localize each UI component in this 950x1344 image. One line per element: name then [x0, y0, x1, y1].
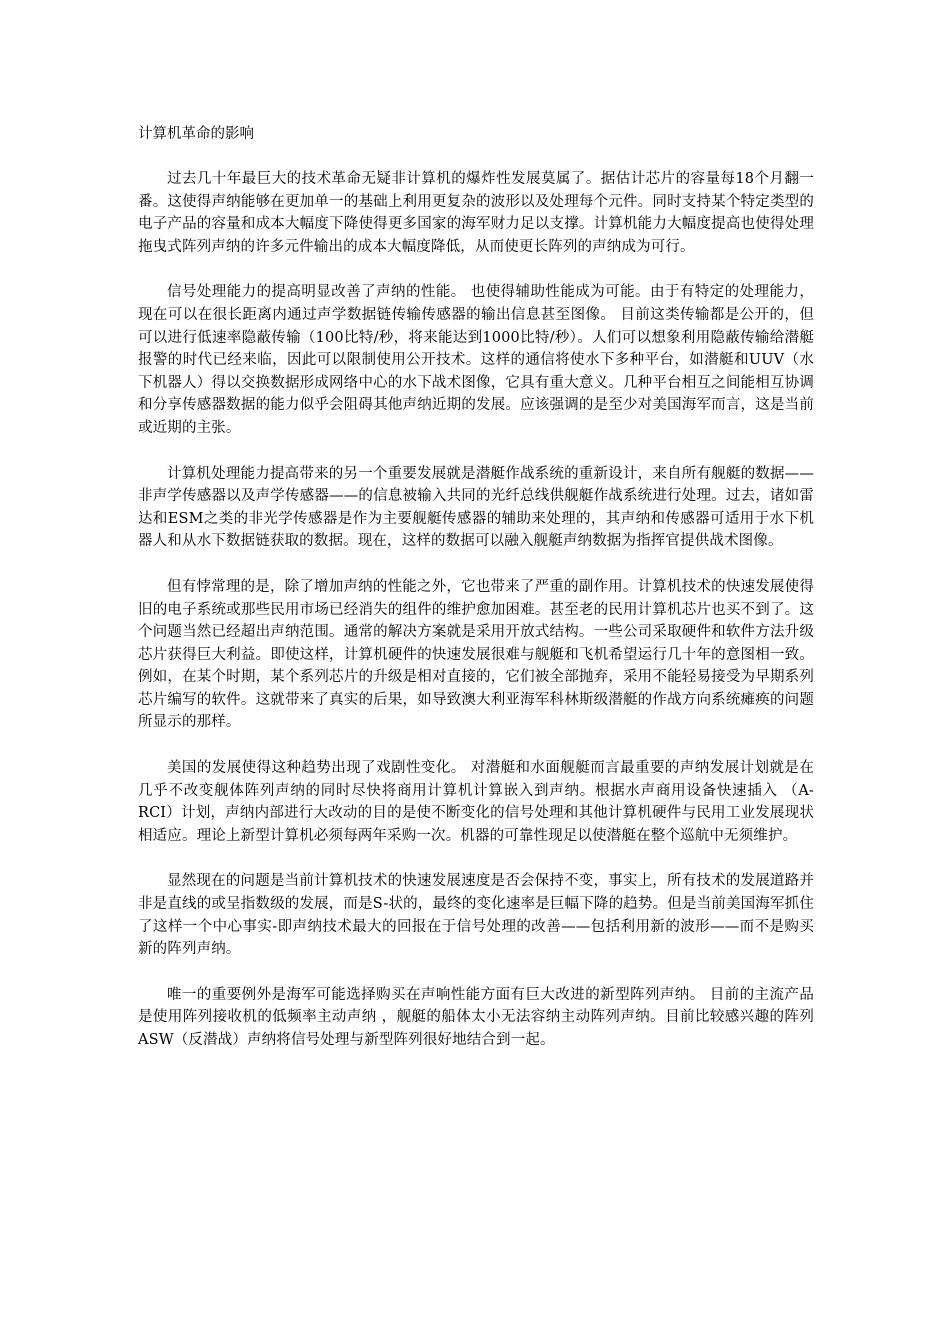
paragraph-2: 信号处理能力的提高明显改善了声纳的性能。 也使得辅助性能成为可能。由于有特定的处理能力，现在可以在很长距离内通过声学数据链传输传感器的输出信息甚至图像。 目前这类传输都是公开的，但可以进行低速率隐蔽传输（100比特/秒，将来能达到1000比特/秒）。人们可以想象利用隐蔽传输给潜艇报警的时代已经来临，因此可以限制使用公开技术。这样的通信将使水下多种平台，如潜艇和UUV（水下机器人）得以交换数据形成网络中心的水下战术图像，它具有重大意义。几种平台相互之间能相互协调和分享传感器数据的能力似乎会阻碍其他声纳近期的发展。应该强调的是至少对美国海军而言，这是当前或近期的主张。 [138, 284, 814, 436]
paragraph-7: 唯一的重要例外是海军可能选择购买在声响性能方面有巨大改进的新型阵列声纳。 目前的主流产品是使用阵列接收机的低频率主动声纳 ，舰艇的船体太小无法容纳主动阵列声纳。目前比较感兴趣的阵列ASW（反潜战）声纳将信号处理与新型阵列很好地结合到一起。 [138, 986, 814, 1048]
document-title: 计算机革命的影响 [138, 126, 254, 142]
paragraph-5: 美国的发展使得这种趋势出现了戏剧性变化。 对潜艇和水面舰艇而言最重要的声纳发展计划就是在几乎不改变舰体阵列声纳的同时尽快将商用计算机计算嵌入到声纳。根据水声商用设备快速插入 （A-RCI）计划，声纳内部进行大改动的目的是使不断变化的信号处理和其他计算机硬件与民用工业发展现状相适应。理论上新型计算机必须每两年采购一次。机器的可靠性现足以使潜艇在整个巡航中无须维护。 [138, 760, 814, 844]
document-page [138, 122, 814, 1075]
paragraph-3: 计算机处理能力提高带来的另一个重要发展就是潜艇作战系统的重新设计，来自所有舰艇的数据——非声学传感器以及声学传感器——的信息被输入共同的光纤总线供舰艇作战系统进行处理。过去，诸如雷达和ESM之类的非光学传感器是作为主要舰艇传感器的辅助来处理的，其声纳和传感器可适用于水下机器人和从水下数据链获取的数据。现在，这样的数据可以融入舰艇声纳数据为指挥官提供战术图像。 [138, 465, 814, 550]
paragraph-1: 过去几十年最巨大的技术革命无疑非计算机的爆炸性发展莫属了。据估计芯片的容量每18个月翻一番。这使得声纳能够在更加单一的基础上利用更复杂的波形以及处理每个元件。同时支持某个特定类型的电子产品的容量和成本大幅度下降使得更多国家的海军财力足以支撑。计算机能力大幅度提高也使得处理拖曳式阵列声纳的许多元件输出的成本大幅度降低，从而使更长阵列的声纳成为可行。 [138, 171, 814, 255]
paragraph-4: 但有悖常理的是，除了增加声纳的性能之外，它也带来了严重的副作用。计算机技术的快速发展使得旧的电子系统或那些民用市场已经消失的组件的维护愈加困难。甚至老的民用计算机芯片也买不到了。这个问题当然已经超出声纳范围。通常的解决方案就是采用开放式结构。一些公司采取硬件和软件方法升级芯片获得巨大利益。即使这样，计算机硬件的快速发展很难与舰艇和飞机希望运行几十年的意图相一致。例如，在某个时期，某个系列芯片的升级是相对直接的，它们被全部抛弃，采用不能轻易接受为早期系列芯片编写的软件。这就带来了真实的后果，如导致澳大利亚海军科林斯级潜艇的作战方向系统瘫痪的问题所显示的那样。 [138, 578, 814, 731]
paragraph-6: 显然现在的问题是当前计算机技术的快速发展速度是否会保持不变，事实上，所有技术的发展道路并非是直线的或呈指数级的发展，而是S-状的，最终的变化速率是巨幅下降的趋势。但是当前美国海军抓住了这样一个中心事实-即声纳技术最大的回报在于信号处理的改善——包括利用新的波形——而不是购买新的阵列声纳。 [138, 873, 814, 958]
